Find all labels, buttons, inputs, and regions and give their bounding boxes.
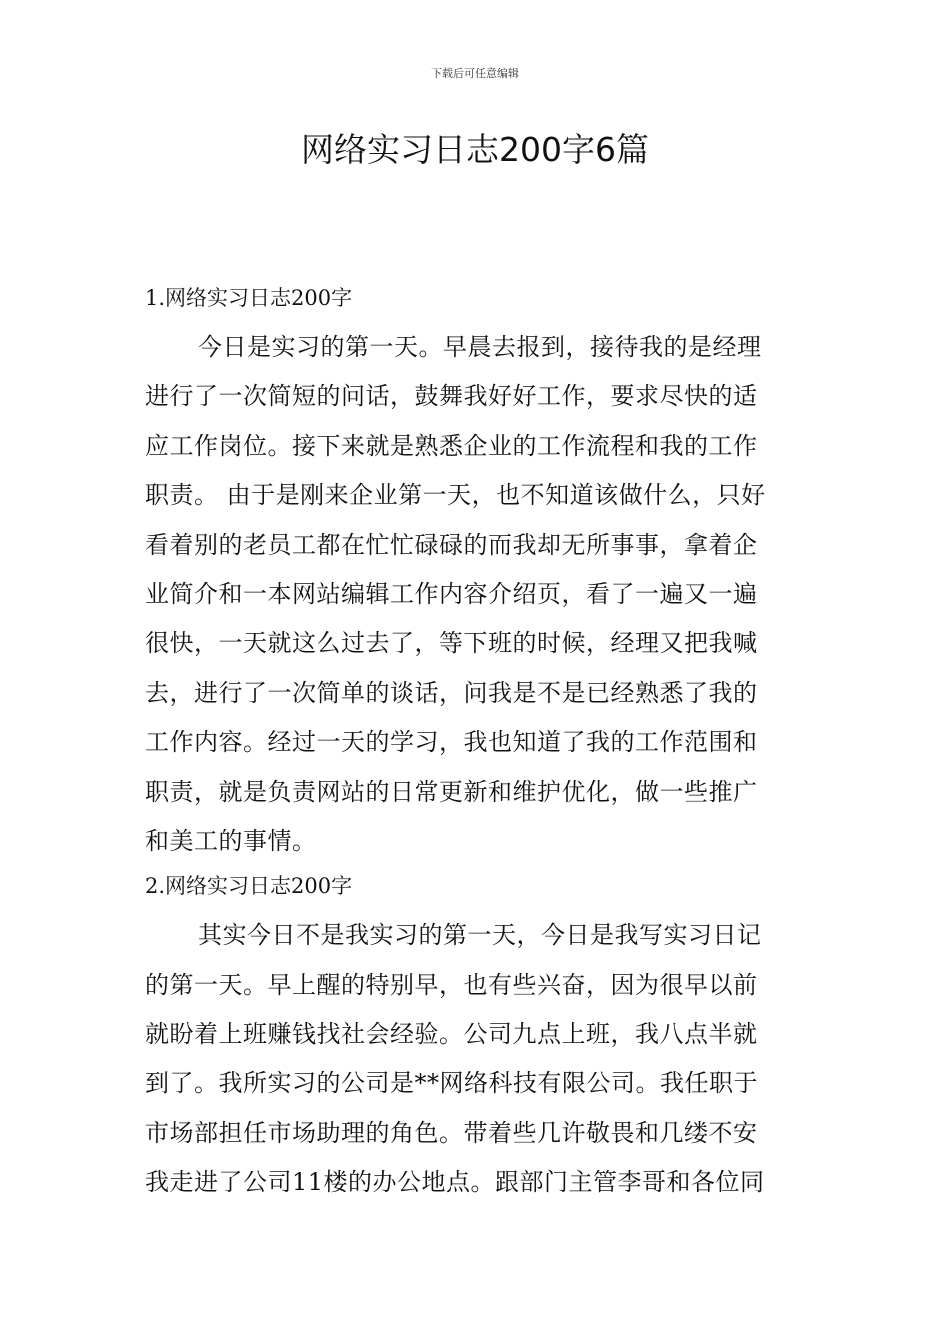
paragraph-line: 和美工的事情。 — [145, 826, 317, 855]
paragraph — [145, 911, 807, 1207]
document-body — [145, 282, 807, 1212]
paragraph — [145, 323, 807, 866]
paragraph-line: 业简介和一本网站编辑工作内容介绍页，看了一遍又一遍 — [145, 579, 758, 608]
paragraph-line: 其实今日不是我实习的第一天，今日是我写实习日记 — [198, 921, 762, 950]
document-title: 网络实习日志200字6篇 — [301, 130, 649, 169]
header-note: 下载后可任意编辑 — [431, 67, 519, 80]
section-heading: 1.网络实习日志200字 — [145, 286, 353, 310]
paragraph-line: 应工作岗位。接下来就是熟悉企业的工作流程和我的工作 — [145, 431, 758, 460]
paragraph-line: 很快，一天就这么过去了，等下班的时候，经理又把我喊 — [145, 629, 758, 658]
paragraph-line: 去，进行了一次简单的谈话，问我是不是已经熟悉了我的 — [145, 678, 758, 707]
paragraph-line: 今日是实习的第一天。早晨去报到，接待我的是经理 — [198, 333, 762, 361]
paragraph-line: 职责，就是负责网站的日常更新和维护优化，做一些推广 — [145, 777, 758, 806]
paragraph-line: 工作内容。经过一天的学习，我也知道了我的工作范围和 — [145, 728, 758, 757]
paragraph-line: 我走进了公司11楼的办公地点。跟部门主管李哥和各位同 — [145, 1168, 765, 1197]
paragraph-line: 进行了一次简短的问话，鼓舞我好好工作，要求尽快的适 — [145, 382, 758, 411]
section-1 — [145, 282, 807, 866]
paragraph-line: 市场部担任市场助理的角色。带着些几许敬畏和几缕不安 — [145, 1118, 758, 1147]
paragraph-line: 的第一天。早上醒的特别早，也有些兴奋，因为很早以前 — [145, 970, 758, 999]
paragraph-line: 看着别的老员工都在忙忙碌碌的而我却无所事事，拿着企 — [145, 530, 758, 559]
section-heading: 2.网络实习日志200字 — [145, 874, 353, 899]
section-2 — [145, 870, 807, 1207]
paragraph-line: 就盼着上班赚钱找社会经验。公司九点上班，我八点半就 — [145, 1020, 758, 1049]
paragraph-line: 到了。我所实习的公司是**网络科技有限公司。我任职于 — [145, 1069, 758, 1098]
paragraph-line: 职责。 由于是刚来企业第一天，也不知道该做什么，只好 — [145, 481, 766, 510]
